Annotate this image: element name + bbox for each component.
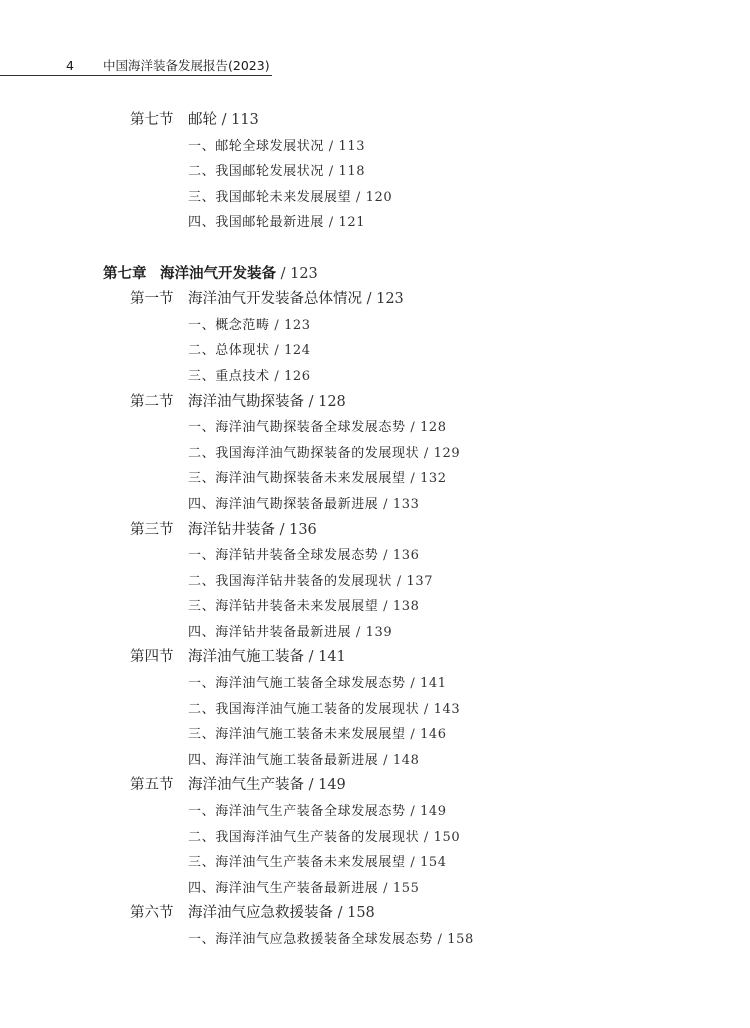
- toc-section-title: 海洋油气生产装备 / 149: [188, 777, 346, 794]
- toc-entry-title: 邮轮: [188, 112, 217, 128]
- toc-section-row[interactable]: [0, 108, 750, 134]
- toc-item-title: 二、我国海洋油气施工装备的发展现状 / 143: [188, 701, 461, 717]
- toc-item-title: 一、海洋油气生产装备全球发展态势 / 149: [188, 804, 447, 820]
- toc-page-number: 158: [447, 932, 474, 947]
- toc-spacer: [0, 236, 750, 262]
- toc-item-row[interactable]: [0, 492, 750, 518]
- toc-section-title: 海洋油气应急救援装备 / 158: [188, 905, 375, 922]
- toc-section-label: 第五节: [130, 777, 174, 794]
- toc-page-number: 136: [392, 548, 420, 564]
- toc-section-row[interactable]: [0, 901, 750, 927]
- toc-entry-title: 三、海洋油气施工装备未来发展展望: [188, 727, 406, 743]
- toc-item-title: 二、我国海洋油气勘探装备的发展现状 / 129: [188, 445, 461, 461]
- toc-section-label: 第三节: [130, 521, 174, 538]
- toc-section-title: 海洋油气开发装备总体情况 / 123: [188, 291, 404, 308]
- toc-entry-title: 一、海洋油气施工装备全球发展态势: [188, 676, 406, 692]
- toc-entry-title: 三、海洋油气生产装备未来发展展望: [188, 855, 406, 871]
- toc-page-number: 121: [338, 215, 366, 231]
- toc-page-number: 136: [289, 521, 317, 538]
- table-of-contents: [0, 108, 750, 953]
- toc-item-row[interactable]: [0, 210, 750, 236]
- toc-page-number: 158: [347, 905, 375, 922]
- toc-item-title: 三、海洋油气生产装备未来发展展望 / 154: [188, 855, 447, 871]
- toc-item-title: 三、海洋钻井装备未来发展展望 / 138: [188, 599, 420, 615]
- toc-section-label: 第二节: [130, 393, 174, 410]
- toc-entry-title: 二、我国邮轮发展状况: [188, 164, 325, 180]
- toc-section-row[interactable]: [0, 645, 750, 671]
- toc-item-title: 二、总体现状 / 124: [188, 343, 311, 359]
- page-number: 4: [66, 58, 74, 73]
- toc-item-title: 三、重点技术 / 126: [188, 368, 311, 384]
- toc-page-number: 139: [365, 624, 393, 640]
- toc-item-row[interactable]: [0, 594, 750, 620]
- toc-page-number: 150: [433, 829, 461, 845]
- toc-page-number: 126: [284, 368, 311, 384]
- toc-section-row[interactable]: [0, 518, 750, 544]
- toc-item-row[interactable]: [0, 466, 750, 492]
- toc-item-row[interactable]: [0, 338, 750, 364]
- toc-chapter-title: 海洋油气开发装备 / 123: [160, 265, 318, 282]
- toc-entry-title: 一、概念范畴: [188, 317, 270, 333]
- toc-entry-title: 二、我国海洋钻井装备的发展现状: [188, 573, 393, 589]
- toc-page-number: 113: [338, 138, 366, 154]
- running-header: [0, 58, 272, 74]
- toc-section-title: 海洋油气勘探装备 / 128: [188, 393, 346, 410]
- toc-item-title: 四、我国邮轮最新进展 / 121: [188, 215, 366, 231]
- toc-item-title: 二、我国邮轮发展状况 / 118: [188, 164, 366, 180]
- toc-section-title: 海洋油气施工装备 / 141: [188, 649, 346, 666]
- toc-entry-title: 四、我国邮轮最新进展: [188, 215, 325, 231]
- toc-entry-title: 四、海洋钻井装备最新进展: [188, 624, 352, 640]
- header-rule: [0, 75, 272, 76]
- toc-item-title: 四、海洋油气施工装备最新进展 / 148: [188, 752, 420, 768]
- toc-entry-title: 二、总体现状: [188, 343, 270, 359]
- toc-page-number: 146: [420, 727, 447, 743]
- toc-item-title: 三、海洋油气施工装备未来发展展望 / 146: [188, 727, 447, 743]
- toc-entry-title: 四、海洋油气生产装备最新进展: [188, 880, 379, 896]
- toc-item-title: 一、海洋钻井装备全球发展态势 / 136: [188, 548, 420, 564]
- toc-item-title: 一、概念范畴 / 123: [188, 317, 311, 333]
- toc-page-number: 137: [406, 573, 434, 589]
- toc-page-number: 133: [392, 496, 420, 512]
- toc-section-label: 第六节: [130, 905, 174, 922]
- toc-entry-title: 海洋油气施工装备: [188, 649, 304, 666]
- toc-entry-title: 一、海洋油气勘探装备全球发展态势: [188, 420, 406, 436]
- toc-entry-title: 海洋油气生产装备: [188, 777, 304, 794]
- toc-item-row[interactable]: [0, 313, 750, 339]
- toc-entry-title: 一、邮轮全球发展状况: [188, 138, 325, 154]
- toc-entry-title: 三、我国邮轮未来发展展望: [188, 189, 352, 205]
- toc-page-number: 155: [392, 880, 420, 896]
- toc-item-row[interactable]: [0, 799, 750, 825]
- toc-page-number: 120: [365, 189, 393, 205]
- toc-item-title: 一、海洋油气施工装备全球发展态势 / 141: [188, 676, 447, 692]
- toc-item-row[interactable]: [0, 927, 750, 953]
- toc-page-number: 123: [290, 265, 318, 282]
- toc-section-label: 第七节: [130, 112, 174, 128]
- toc-page-number: 123: [284, 317, 311, 333]
- toc-item-row[interactable]: [0, 748, 750, 774]
- toc-page-number: 128: [420, 420, 447, 436]
- toc-item-title: 三、海洋油气勘探装备未来发展展望 / 132: [188, 471, 447, 487]
- toc-chapter-row[interactable]: [0, 262, 750, 288]
- toc-entry-title: 一、海洋油气应急救援装备全球发展态势: [188, 932, 433, 947]
- toc-item-title: 四、海洋油气勘探装备最新进展 / 133: [188, 496, 420, 512]
- toc-item-row[interactable]: [0, 134, 750, 160]
- toc-item-row[interactable]: [0, 722, 750, 748]
- toc-section-label: 第四节: [130, 649, 174, 666]
- toc-section-title: 海洋钻井装备 / 136: [188, 521, 317, 538]
- toc-section-label: 第一节: [130, 291, 174, 308]
- toc-entry-title: 二、我国海洋油气施工装备的发展现状: [188, 701, 420, 717]
- toc-item-row[interactable]: [0, 415, 750, 441]
- toc-entry-title: 海洋油气开发装备: [160, 265, 276, 282]
- toc-section-row[interactable]: [0, 287, 750, 313]
- toc-item-row[interactable]: [0, 825, 750, 851]
- toc-entry-title: 四、海洋油气勘探装备最新进展: [188, 496, 379, 512]
- toc-item-title: 三、我国邮轮未来发展展望 / 120: [188, 189, 393, 205]
- toc-section-row[interactable]: [0, 390, 750, 416]
- toc-page-number: 141: [318, 649, 346, 666]
- toc-item-row[interactable]: [0, 671, 750, 697]
- toc-page-number: 149: [420, 804, 447, 820]
- toc-chapter-label: 第七章: [103, 265, 147, 282]
- toc-page-number: 128: [318, 393, 346, 410]
- toc-section-row[interactable]: [0, 773, 750, 799]
- toc-entry-title: 海洋油气应急救援装备: [188, 905, 333, 922]
- toc-entry-title: 二、我国海洋油气生产装备的发展现状: [188, 829, 420, 845]
- toc-item-title: 一、邮轮全球发展状况 / 113: [188, 138, 366, 154]
- toc-page-number: 124: [284, 343, 311, 359]
- toc-section-title: 邮轮 / 113: [188, 112, 259, 128]
- toc-entry-title: 海洋油气勘探装备: [188, 393, 304, 410]
- toc-item-title: 一、海洋油气勘探装备全球发展态势 / 128: [188, 420, 447, 436]
- toc-entry-title: 三、海洋钻井装备未来发展展望: [188, 599, 379, 615]
- toc-item-title: 四、海洋油气生产装备最新进展 / 155: [188, 880, 420, 896]
- toc-page-number: 143: [433, 701, 461, 717]
- toc-item-row[interactable]: [0, 876, 750, 902]
- toc-page-number: 149: [318, 777, 346, 794]
- toc-entry-title: 海洋钻井装备: [188, 521, 275, 538]
- toc-item-row[interactable]: [0, 850, 750, 876]
- toc-item-row[interactable]: [0, 620, 750, 646]
- toc-item-row[interactable]: [0, 185, 750, 211]
- toc-page-number: 118: [338, 164, 366, 180]
- toc-page-number: 123: [376, 291, 404, 308]
- toc-entry-title: 四、海洋油气施工装备最新进展: [188, 752, 379, 768]
- toc-item-title: 二、我国海洋油气生产装备的发展现状 / 150: [188, 829, 461, 845]
- toc-item-title: 二、我国海洋钻井装备的发展现状 / 137: [188, 573, 434, 589]
- toc-entry-title: 三、海洋油气勘探装备未来发展展望: [188, 471, 406, 487]
- toc-page-number: 132: [420, 471, 447, 487]
- toc-entry-title: 一、海洋钻井装备全球发展态势: [188, 548, 379, 564]
- toc-item-title: 四、海洋钻井装备最新进展 / 139: [188, 624, 393, 640]
- toc-page-number: 141: [420, 676, 447, 692]
- toc-item-row[interactable]: [0, 441, 750, 467]
- toc-entry-title: 海洋油气开发装备总体情况: [188, 291, 362, 308]
- toc-entry-title: 一、海洋油气生产装备全球发展态势: [188, 804, 406, 820]
- toc-item-row[interactable]: [0, 697, 750, 723]
- toc-item-row[interactable]: [0, 543, 750, 569]
- toc-item-row[interactable]: [0, 364, 750, 390]
- toc-item-row[interactable]: [0, 569, 750, 595]
- toc-page-number: 148: [392, 752, 420, 768]
- toc-entry-title: 三、重点技术: [188, 368, 270, 384]
- book-title: 中国海洋装备发展报告(2023): [103, 58, 270, 73]
- toc-entry-title: 二、我国海洋油气勘探装备的发展现状: [188, 445, 420, 461]
- toc-item-row[interactable]: [0, 159, 750, 185]
- toc-item-title: 一、海洋油气应急救援装备全球发展态势 / 158: [188, 932, 474, 947]
- toc-page-number: 138: [392, 599, 420, 615]
- toc-page-number: 154: [420, 855, 447, 871]
- toc-page-number: 129: [433, 445, 461, 461]
- toc-page-number: 113: [231, 112, 259, 128]
